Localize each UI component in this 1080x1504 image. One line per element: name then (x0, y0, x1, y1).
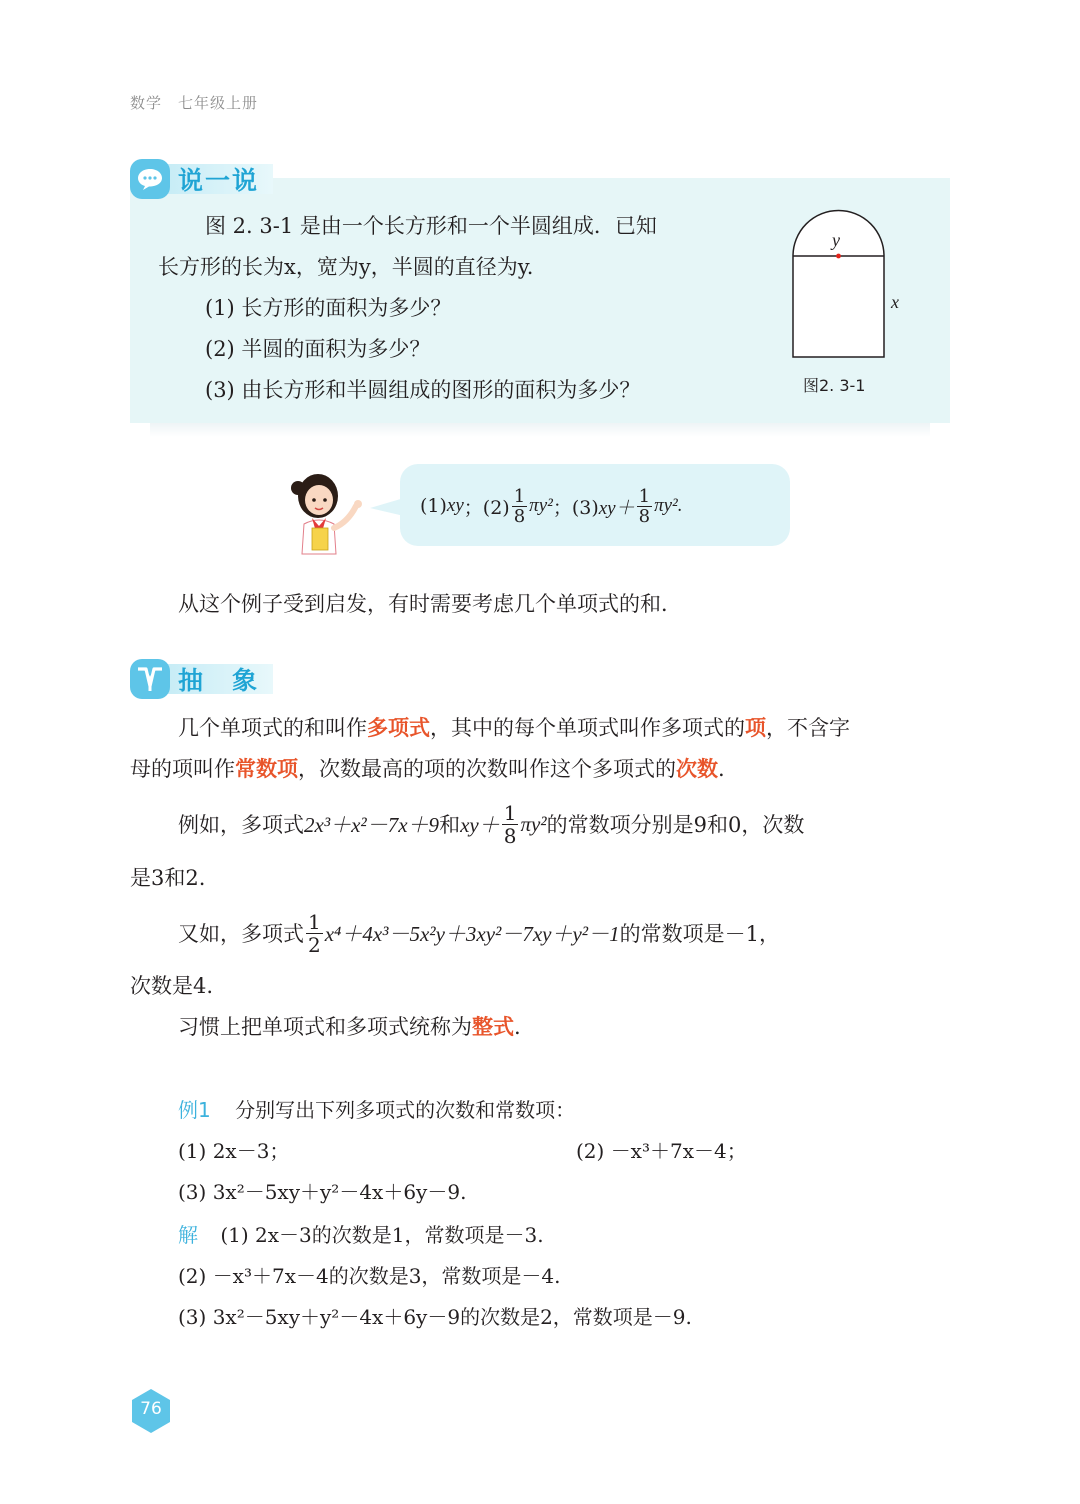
conclusion-line (178, 1007, 521, 1048)
ex2-text-a: 又如，多项式 (178, 922, 304, 946)
answer-fraction-2 (637, 487, 652, 526)
ex1-polynomial-2: xy＋ (460, 813, 500, 837)
def-text-a: 几个单项式的和叫作 (178, 716, 367, 740)
girl-character-illustration (282, 466, 370, 556)
talk-question-3: (3) 由长方形和半圆组成的图形的面积为多少？ (205, 378, 641, 402)
talk-box-shadow (150, 423, 930, 437)
example-1-prompt: 分别写出下列多项式的次数和常数项： (235, 1098, 576, 1122)
abstract-section-heading (130, 662, 273, 696)
example-1-item-3: (3) 3x²－5xy＋y²－4x＋6y－9. (178, 1180, 467, 1204)
solution-line-3: (3) 3x²－5xy＋y²－4x＋6y－9的次数是2，常数项是－9. (178, 1305, 692, 1329)
ex1-polynomial-1: 2x³＋x²－7x＋9 (304, 813, 440, 837)
fraction-numerator: 1 (638, 485, 651, 507)
example-line-2 (178, 904, 780, 962)
fraction-denominator: 8 (638, 505, 651, 527)
insight-text: 从这个例子受到启发，有时需要考虑几个单项式的和． (178, 592, 682, 616)
fraction-denominator: 8 (503, 823, 517, 848)
def-text-c: ，不含字 (766, 716, 850, 740)
talk-intro-line2: 长方形的长为x，宽为y，半圆的直径为y. (158, 255, 534, 279)
answer-3-tail: πy². (654, 495, 683, 516)
ex1-text-a: 例如，多项式 (178, 813, 304, 837)
conclusion-text-a: 习惯上把单项式和多项式统称为 (178, 1015, 472, 1039)
definition-line-2 (130, 749, 725, 790)
solution-line-2: (2) －x³＋7x－4的次数是3，常数项是－4. (178, 1264, 561, 1288)
answer-2: πy² (529, 495, 553, 516)
answer-prefix-2: ；(2) (463, 496, 510, 519)
def-text-d: 母的项叫作 (130, 757, 235, 781)
example-1-item-2: (2) －x³＋7x－4； (576, 1139, 747, 1163)
talk-section-title: 说一说 (164, 164, 273, 194)
ex1-text-b: 和 (439, 813, 461, 837)
keyword-constant-term: 常数项 (235, 757, 298, 781)
ex1-fraction (502, 802, 519, 847)
figure-rect-semicircle (780, 200, 920, 370)
example-line-1b: 是3和2. (130, 866, 206, 890)
running-header (130, 92, 258, 113)
solution-label: 解 (178, 1223, 198, 1247)
header-subject: 数学 (130, 94, 163, 112)
header-book: 七年级上册 (178, 94, 259, 112)
answer-3: xy＋ (598, 497, 635, 519)
keyword-term: 项 (745, 716, 766, 740)
abstract-funnel-icon (130, 659, 170, 699)
conclusion-text-b: . (514, 1015, 521, 1039)
def-text-e: ，次数最高的项的次数叫作这个多项式的 (298, 757, 676, 781)
answer-text (420, 476, 682, 536)
example-1-item-1: (1) 2x－3； (178, 1139, 290, 1163)
def-text-f: . (718, 757, 725, 781)
example-1-heading (178, 1090, 575, 1130)
speech-bubble-icon (130, 159, 170, 199)
keyword-degree: 次数 (676, 757, 718, 781)
talk-section-heading (130, 162, 273, 196)
bubble-tail (370, 496, 404, 518)
definition-line-1 (178, 708, 850, 749)
fraction-numerator: 1 (513, 485, 526, 507)
example-line-1 (178, 796, 804, 852)
fraction-denominator: 8 (513, 505, 526, 527)
abstract-section-title: 抽 象 (164, 664, 273, 694)
ex1-text-c: 的常数项分别是9和0，次数 (546, 813, 805, 837)
ex2-text-b: 的常数项是－1， (619, 922, 780, 946)
ex2-fraction (306, 911, 323, 956)
example-1-label: 例1 (178, 1098, 211, 1122)
answer-prefix-1: (1) (420, 495, 447, 517)
solution-1: (1) 2x－3的次数是1，常数项是－3. (220, 1223, 544, 1247)
example-line-2b: 次数是4. (130, 974, 214, 998)
figure-label-y: y (832, 230, 840, 250)
def-text-b: ，其中的每个单项式叫作多项式的 (430, 716, 745, 740)
answer-prefix-3: ；(3) (552, 496, 599, 519)
figure-label-x: x (891, 292, 899, 312)
talk-question-2: (2) 半圆的面积为多少？ (205, 337, 431, 361)
keyword-polynomial: 多项式 (367, 716, 430, 740)
keyword-integral-expression: 整式 (472, 1015, 514, 1039)
fraction-numerator: 1 (503, 800, 517, 825)
figure-caption: 图2. 3-1 (803, 376, 866, 395)
answer-1: xy (446, 495, 464, 516)
talk-intro-line1: 图 2. 3-1 是由一个长方形和一个半圆组成．已知 (205, 214, 657, 238)
talk-question-1: (1) 长方形的面积为多少？ (205, 296, 452, 320)
page-number: 76 (140, 1399, 162, 1419)
solution-line-1 (178, 1215, 544, 1255)
fraction-numerator: 1 (308, 909, 321, 934)
ex1-polynomial-2-tail: πy² (520, 811, 547, 836)
answer-fraction-1 (512, 487, 527, 526)
ex2-polynomial: x⁴＋4x³－5x²y＋3xy²－7xy＋y²－1 (324, 922, 620, 946)
fraction-denominator: 2 (308, 932, 321, 957)
